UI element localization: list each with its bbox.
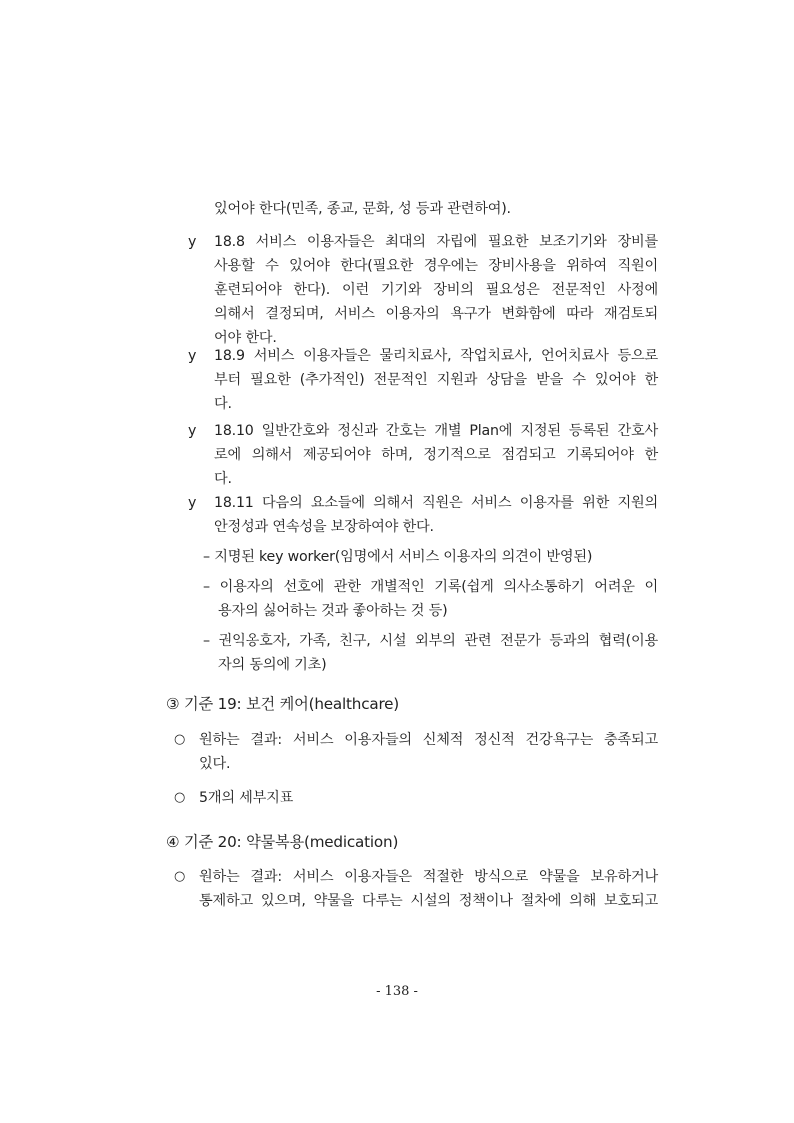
continuation-text: 있어야 한다(민족, 종교, 문화, 성 등과 관련하여). — [214, 201, 511, 217]
item-line: 의해서 결정되며, 서비스 이용자의 욕구가 변화함에 따라 재검토되 — [214, 306, 658, 322]
item-line: 18.9 서비스 이용자들은 물리치료사, 작업치료사, 언어치료사 등으로 — [214, 348, 658, 364]
circle-bullet-marker: ○ — [174, 869, 186, 884]
item-line: 사용할 수 있어야 한다(필요한 경우에는 장비사용을 위하여 직원이 — [214, 258, 658, 274]
bullet-line: 통제하고 있으며, 약물을 다루는 시설의 정책이나 절차에 의해 보호되고 — [199, 893, 658, 909]
section-heading: ④ 기준 20: 약물복용(medication) — [166, 833, 399, 851]
item-line: 18.8 서비스 이용자들은 최대의 자립에 필요한 보조기기와 장비를 — [214, 234, 658, 250]
bullet-marker: y — [188, 234, 197, 250]
item-line: 다. — [214, 471, 232, 487]
sub-item-line: 자의 동의에 기초) — [218, 657, 327, 673]
item-line: 다. — [214, 396, 232, 412]
item-line: 18.11 다음의 요소들에 의해서 직원은 서비스 이용자를 위한 지원의 — [214, 495, 658, 511]
bullet-line: 있다. — [199, 756, 231, 772]
circle-bullet-marker: ○ — [174, 790, 186, 805]
sub-item-line: – 이용자의 선호에 관한 개별적인 기록(쉽게 의사소통하기 어려운 이 — [203, 579, 658, 595]
item-line: 부터 필요한 (추가적인) 전문적인 지원과 상담을 받을 수 있어야 한 — [214, 372, 658, 388]
item-line: 18.10 일반간호와 정신과 간호는 개별 Plan에 지정된 등록된 간호사 — [214, 423, 658, 439]
item-line: 훈련되어야 한다). 이런 기기와 장비의 필요성은 전문적인 사정에 — [214, 282, 658, 298]
page-number: - 138 - — [376, 984, 418, 999]
sub-item-line: 용자의 싫어하는 것과 좋아하는 것 등) — [218, 603, 448, 619]
bullet-marker: y — [188, 495, 197, 511]
sub-item-line: – 권익옹호자, 가족, 친구, 시설 외부의 관련 전문가 등과의 협력(이용 — [203, 633, 658, 649]
bullet-line: 5개의 세부지표 — [199, 790, 294, 806]
bullet-marker: y — [188, 423, 197, 439]
circle-bullet-marker: ○ — [174, 732, 186, 747]
bullet-line: 원하는 결과: 서비스 이용자들의 신체적 정신적 건강욕구는 충족되고 — [199, 732, 658, 748]
item-line: 어야 한다. — [214, 330, 277, 346]
sub-item-line: – 지명된 key worker(임명에서 서비스 이용자의 의견이 반영된) — [203, 549, 593, 565]
item-line: 로에 의해서 제공되어야 하며, 정기적으로 점검되고 기록되어야 한 — [214, 447, 658, 463]
bullet-marker: y — [188, 348, 197, 364]
section-heading: ③ 기준 19: 보건 케어(healthcare) — [166, 695, 400, 713]
item-line: 안정성과 연속성을 보장하여야 한다. — [214, 519, 434, 535]
bullet-line: 원하는 결과: 서비스 이용자들은 적절한 방식으로 약물을 보유하거나 — [199, 869, 658, 885]
